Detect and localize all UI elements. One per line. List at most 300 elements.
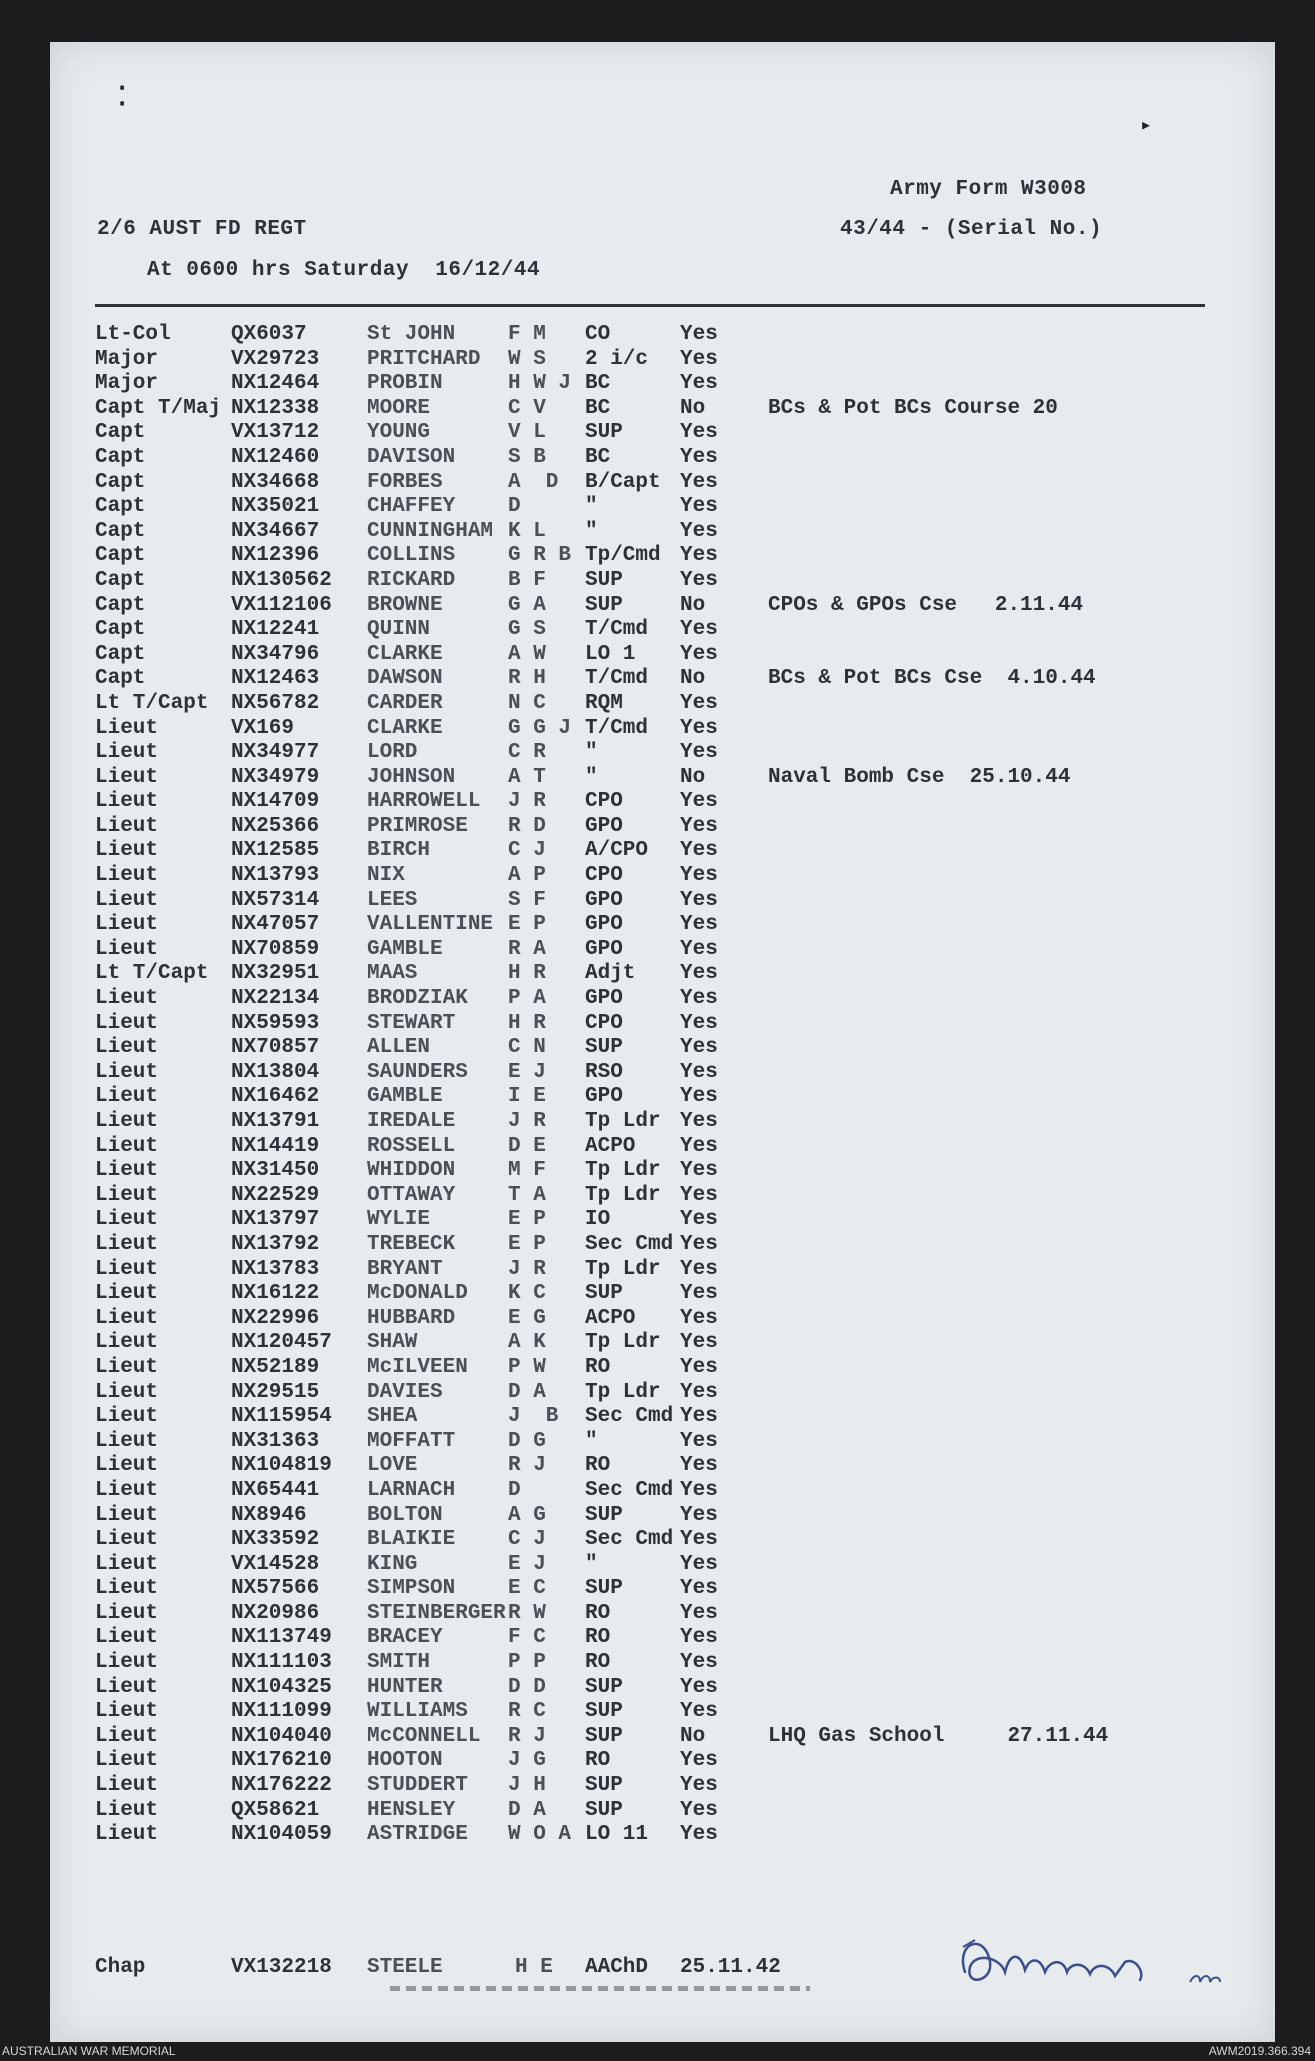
- initials: R H: [508, 667, 546, 691]
- rank: Lieut: [95, 864, 159, 888]
- initials: E P: [508, 1208, 546, 1232]
- initials: S F: [508, 888, 546, 912]
- initials: G A: [508, 593, 546, 617]
- table-row: [95, 1061, 1255, 1086]
- table-row: [95, 520, 1255, 545]
- table-row: [95, 397, 1255, 422]
- service-number: NX31363: [231, 1429, 320, 1453]
- initials: R A: [508, 937, 546, 961]
- rank: Lieut: [95, 1724, 159, 1748]
- chaplain-name: STEELE: [367, 1956, 443, 1979]
- table-row: [95, 1479, 1255, 1504]
- present: Yes: [680, 1552, 718, 1576]
- appointment: RO: [585, 1601, 611, 1625]
- present: Yes: [680, 1355, 718, 1379]
- remarks: LHQ Gas School 27.11.44: [768, 1724, 1109, 1748]
- table-row: [95, 1036, 1255, 1061]
- present: Yes: [680, 1060, 718, 1084]
- appointment: RO: [585, 1626, 611, 1650]
- rank: Capt: [95, 642, 146, 666]
- table-row: [95, 1651, 1255, 1676]
- initials: S B: [508, 445, 546, 469]
- present: Yes: [680, 519, 718, 543]
- appointment: Tp Ldr: [585, 1331, 661, 1355]
- appointment: A/CPO: [585, 839, 649, 863]
- present: Yes: [680, 470, 718, 494]
- surname: SIMPSON: [367, 1577, 456, 1601]
- rank: Lieut: [95, 1282, 159, 1306]
- remarks: BCs & Pot BCs Cse 4.10.44: [768, 667, 1096, 691]
- table-row: [95, 1405, 1255, 1430]
- initials: F M: [508, 323, 546, 346]
- present: No: [680, 765, 706, 789]
- present: Yes: [680, 1478, 718, 1502]
- table-row: [95, 1725, 1255, 1750]
- surname: WHIDDON: [367, 1159, 456, 1183]
- service-number: NX12460: [231, 445, 320, 469]
- present: Yes: [680, 1675, 718, 1699]
- surname: COLLINS: [367, 544, 456, 568]
- present: Yes: [680, 937, 718, 961]
- rank: Lieut: [95, 1700, 159, 1724]
- rank: Capt: [95, 470, 146, 494]
- table-row: [95, 987, 1255, 1012]
- surname: BROWNE: [367, 593, 443, 617]
- appointment: Tp Ldr: [585, 1183, 661, 1207]
- service-number: NX176210: [231, 1749, 332, 1773]
- surname: DAVIES: [367, 1380, 443, 1404]
- rank: Lieut: [95, 1478, 159, 1502]
- present: Yes: [680, 1601, 718, 1625]
- appointment: SUP: [585, 1700, 623, 1724]
- service-number: NX16122: [231, 1282, 320, 1306]
- present: Yes: [680, 372, 718, 396]
- table-row: [95, 1085, 1255, 1110]
- present: Yes: [680, 1208, 718, 1232]
- present: Yes: [680, 987, 718, 1011]
- rank: Major: [95, 347, 159, 371]
- table-row: [95, 1307, 1255, 1332]
- service-number: NX13791: [231, 1110, 320, 1133]
- surname: BRACEY: [367, 1626, 443, 1650]
- table-row: [95, 1626, 1255, 1651]
- surname: CLARKE: [367, 716, 443, 740]
- initials: A T: [508, 765, 546, 789]
- rank: Lieut: [95, 1355, 159, 1379]
- service-number: NX12463: [231, 667, 320, 691]
- table-row: [95, 372, 1255, 397]
- service-number: VX112106: [231, 593, 332, 617]
- appointment: ": [585, 741, 598, 765]
- appointment: GPO: [585, 814, 623, 838]
- present: Yes: [680, 741, 718, 765]
- surname: YOUNG: [367, 421, 431, 445]
- rank: Capt: [95, 593, 146, 617]
- initials: R C: [508, 1700, 546, 1724]
- initials: C V: [508, 396, 546, 420]
- service-number: NX22529: [231, 1183, 320, 1207]
- initials: C N: [508, 1036, 546, 1060]
- service-number: NX34668: [231, 470, 320, 494]
- appointment: LO 1: [585, 642, 636, 666]
- rank: Lt T/Capt: [95, 691, 209, 715]
- surname: McDONALD: [367, 1282, 468, 1306]
- service-number: NX120457: [231, 1331, 332, 1355]
- table-row: [95, 1700, 1255, 1725]
- surname: FORBES: [367, 470, 443, 494]
- table-row: [95, 766, 1255, 791]
- service-number: NX12585: [231, 839, 320, 863]
- initials: R J: [508, 1724, 546, 1748]
- appointment: Tp Ldr: [585, 1257, 661, 1281]
- table-row: [95, 1012, 1255, 1037]
- table-row: [95, 815, 1255, 840]
- initials: P P: [508, 1651, 546, 1675]
- table-row: [95, 1110, 1255, 1135]
- surname: HUBBARD: [367, 1306, 456, 1330]
- initials: D: [508, 495, 521, 519]
- table-row: [95, 1553, 1255, 1578]
- present: Yes: [680, 864, 718, 888]
- surname: McILVEEN: [367, 1355, 468, 1379]
- present: No: [680, 593, 706, 617]
- service-number: NX47057: [231, 913, 320, 937]
- appointment: RO: [585, 1454, 611, 1478]
- appointment: ": [585, 1552, 598, 1576]
- surname: BOLTON: [367, 1503, 443, 1527]
- rank: Major: [95, 372, 159, 396]
- present: Yes: [680, 568, 718, 592]
- initials: C J: [508, 1528, 546, 1552]
- present: Yes: [680, 1626, 718, 1650]
- table-row: [95, 717, 1255, 742]
- service-number: VX169: [231, 716, 295, 740]
- rank: Lieut: [95, 1405, 159, 1429]
- footer-accession: AWM2019.366.394: [1208, 2044, 1311, 2058]
- surname: LEES: [367, 888, 418, 912]
- surname: SMITH: [367, 1651, 431, 1675]
- table-row: [95, 741, 1255, 766]
- table-row: [95, 618, 1255, 643]
- service-number: NX34667: [231, 519, 320, 543]
- remarks: CPOs & GPOs Cse 2.11.44: [768, 593, 1084, 617]
- surname: McCONNELL: [367, 1724, 481, 1748]
- chaplain-appointment: AAChD: [585, 1956, 649, 1979]
- surname: WILLIAMS: [367, 1700, 468, 1724]
- initials: D A: [508, 1380, 546, 1404]
- rank: Lieut: [95, 1011, 159, 1035]
- service-number: VX29723: [231, 347, 320, 371]
- table-row: [95, 569, 1255, 594]
- appointment: T/Cmd: [585, 618, 649, 642]
- initials: J R: [508, 790, 546, 814]
- initials: W O A: [508, 1823, 572, 1847]
- appointment: GPO: [585, 987, 623, 1011]
- rank: Lieut: [95, 1331, 159, 1355]
- appointment: Tp Ldr: [585, 1380, 661, 1404]
- service-number: NX13783: [231, 1257, 320, 1281]
- service-number: NX176222: [231, 1774, 332, 1798]
- present: Yes: [680, 1159, 718, 1183]
- surname: IREDALE: [367, 1110, 456, 1133]
- unit-name: 2/6 AUST FD REGT: [97, 218, 307, 241]
- surname: BRODZIAK: [367, 987, 468, 1011]
- chaplain-number: VX132218: [231, 1956, 332, 1979]
- rank: Lieut: [95, 1577, 159, 1601]
- table-row: [95, 938, 1255, 963]
- initials: I E: [508, 1085, 546, 1109]
- table-row: [95, 1602, 1255, 1627]
- surname: KING: [367, 1552, 418, 1576]
- initials: D E: [508, 1134, 546, 1158]
- present: Yes: [680, 544, 718, 568]
- table-row: [95, 1282, 1255, 1307]
- service-number: NX12396: [231, 544, 320, 568]
- table-row: [95, 1381, 1255, 1406]
- rank: Lieut: [95, 1085, 159, 1109]
- rank: Lieut: [95, 1528, 159, 1552]
- appointment: Adjt: [585, 962, 636, 986]
- present: Yes: [680, 1429, 718, 1453]
- present: Yes: [680, 495, 718, 519]
- ink-mark: ⁚: [118, 83, 127, 113]
- surname: NIX: [367, 864, 405, 888]
- rank: Lieut: [95, 741, 159, 765]
- table-row: [95, 1774, 1255, 1799]
- rank: Lieut: [95, 1306, 159, 1330]
- surname: JOHNSON: [367, 765, 456, 789]
- service-number: VX14528: [231, 1552, 320, 1576]
- appointment: RO: [585, 1355, 611, 1379]
- surname: LARNACH: [367, 1478, 456, 1502]
- table-row: [95, 1135, 1255, 1160]
- present: Yes: [680, 1503, 718, 1527]
- present: Yes: [680, 691, 718, 715]
- table-row: [95, 446, 1255, 471]
- service-number: NX12241: [231, 618, 320, 642]
- document-page: [50, 42, 1275, 2042]
- present: Yes: [680, 716, 718, 740]
- initials: R W: [508, 1601, 546, 1625]
- initials: J G: [508, 1749, 546, 1773]
- table-row: [95, 889, 1255, 914]
- rank: Lieut: [95, 1257, 159, 1281]
- appointment: RSO: [585, 1060, 623, 1084]
- appointment: T/Cmd: [585, 716, 649, 740]
- appointment: CPO: [585, 864, 623, 888]
- appointment: ACPO: [585, 1306, 636, 1330]
- service-number: NX32951: [231, 962, 320, 986]
- handwritten-signature: [945, 1922, 1245, 2002]
- appointment: BC: [585, 372, 611, 396]
- appointment: CO: [585, 323, 611, 346]
- surname: CARDER: [367, 691, 443, 715]
- initials: J B: [508, 1405, 559, 1429]
- surname: LOVE: [367, 1454, 418, 1478]
- surname: LORD: [367, 741, 418, 765]
- present: Yes: [680, 1454, 718, 1478]
- table-row: [95, 1749, 1255, 1774]
- service-number: NX13804: [231, 1060, 320, 1084]
- service-number: NX29515: [231, 1380, 320, 1404]
- surname: CLARKE: [367, 642, 443, 666]
- cut-off-line: [390, 1986, 810, 1991]
- service-number: NX20986: [231, 1601, 320, 1625]
- surname: GAMBLE: [367, 1085, 443, 1109]
- appointment: SUP: [585, 1724, 623, 1748]
- appointment: 2 i/c: [585, 347, 649, 371]
- appointment: RO: [585, 1651, 611, 1675]
- appointment: ": [585, 519, 598, 543]
- appointment: GPO: [585, 888, 623, 912]
- present: Yes: [680, 1651, 718, 1675]
- rank: Lieut: [95, 716, 159, 740]
- surname: HARROWELL: [367, 790, 481, 814]
- rank: Lieut: [95, 1134, 159, 1158]
- initials: W S: [508, 347, 546, 371]
- appointment: T/Cmd: [585, 667, 649, 691]
- rank: Capt: [95, 421, 146, 445]
- appointment: SUP: [585, 1503, 623, 1527]
- surname: MAAS: [367, 962, 418, 986]
- appointment: RQM: [585, 691, 623, 715]
- present: Yes: [680, 1257, 718, 1281]
- present: No: [680, 396, 706, 420]
- appointment: Sec Cmd: [585, 1232, 674, 1256]
- rank: Lieut: [95, 1232, 159, 1256]
- present: Yes: [680, 1577, 718, 1601]
- table-row: [95, 962, 1255, 987]
- remarks: BCs & Pot BCs Course 20: [768, 396, 1058, 420]
- present: Yes: [680, 347, 718, 371]
- service-number: NX12464: [231, 372, 320, 396]
- surname: OTTAWAY: [367, 1183, 456, 1207]
- rank: Capt: [95, 445, 146, 469]
- present: Yes: [680, 814, 718, 838]
- surname: GAMBLE: [367, 937, 443, 961]
- present: Yes: [680, 421, 718, 445]
- appointment: CPO: [585, 1011, 623, 1035]
- service-number: NX111103: [231, 1651, 332, 1675]
- table-row: [95, 1233, 1255, 1258]
- surname: ALLEN: [367, 1036, 431, 1060]
- present: Yes: [680, 323, 718, 346]
- present: Yes: [680, 1134, 718, 1158]
- rank: Lieut: [95, 937, 159, 961]
- initials: R J: [508, 1454, 546, 1478]
- table-row: [95, 1676, 1255, 1701]
- service-number: NX130562: [231, 568, 332, 592]
- appointment: BC: [585, 396, 611, 420]
- present: Yes: [680, 1700, 718, 1724]
- table-row: [95, 1331, 1255, 1356]
- rank: Lieut: [95, 913, 159, 937]
- rank: Lieut: [95, 1552, 159, 1576]
- appointment: ": [585, 1429, 598, 1453]
- initials: A G: [508, 1503, 546, 1527]
- appointment: B/Capt: [585, 470, 661, 494]
- appointment: ": [585, 495, 598, 519]
- rank: Capt: [95, 544, 146, 568]
- initials: T A: [508, 1183, 546, 1207]
- surname: SHEA: [367, 1405, 418, 1429]
- service-number: NX104059: [231, 1823, 332, 1847]
- service-number: NX35021: [231, 495, 320, 519]
- service-number: NX34796: [231, 642, 320, 666]
- table-row: [95, 1454, 1255, 1479]
- present: Yes: [680, 1011, 718, 1035]
- appointment: CPO: [585, 790, 623, 814]
- service-number: NX22996: [231, 1306, 320, 1330]
- rank: Lieut: [95, 839, 159, 863]
- rank: Lieut: [95, 888, 159, 912]
- surname: HOOTON: [367, 1749, 443, 1773]
- surname: PRIMROSE: [367, 814, 468, 838]
- rank: Capt: [95, 495, 146, 519]
- appointment: IO: [585, 1208, 611, 1232]
- chaplain-initials: H E: [515, 1956, 553, 1979]
- initials: N C: [508, 691, 546, 715]
- initials: G R B: [508, 544, 572, 568]
- service-number: NX25366: [231, 814, 320, 838]
- initials: B F: [508, 568, 546, 592]
- initials: J H: [508, 1774, 546, 1798]
- present: Yes: [680, 445, 718, 469]
- table-row: [95, 643, 1255, 668]
- table-row: [95, 495, 1255, 520]
- rank: Capt: [95, 568, 146, 592]
- surname: QUINN: [367, 618, 431, 642]
- appointment: Tp/Cmd: [585, 544, 661, 568]
- initials: J R: [508, 1110, 546, 1133]
- surname: VALLENTINE: [367, 913, 494, 937]
- present: Yes: [680, 642, 718, 666]
- table-row: [95, 1577, 1255, 1602]
- present: Yes: [680, 1749, 718, 1773]
- appointment: SUP: [585, 1675, 623, 1699]
- rank: Lt T/Capt: [95, 962, 209, 986]
- present: No: [680, 1724, 706, 1748]
- rank: Lieut: [95, 1110, 159, 1133]
- appointment: Tp Ldr: [585, 1159, 661, 1183]
- surname: ASTRIDGE: [367, 1823, 468, 1847]
- service-number: NX8946: [231, 1503, 307, 1527]
- service-number: NX34979: [231, 765, 320, 789]
- initials: G S: [508, 618, 546, 642]
- initials: K C: [508, 1282, 546, 1306]
- table-row: [95, 1504, 1255, 1529]
- service-number: QX6037: [231, 323, 307, 346]
- present: Yes: [680, 839, 718, 863]
- service-number: NX115954: [231, 1405, 332, 1429]
- initials: D G: [508, 1429, 546, 1453]
- service-number: NX104325: [231, 1675, 332, 1699]
- rank: Lieut: [95, 765, 159, 789]
- service-number: NX111099: [231, 1700, 332, 1724]
- rank: Lieut: [95, 1749, 159, 1773]
- present: No: [680, 667, 706, 691]
- surname: ROSSELL: [367, 1134, 456, 1158]
- rank: Capt T/Maj: [95, 396, 222, 420]
- table-row: [95, 667, 1255, 692]
- initials: A W: [508, 642, 546, 666]
- initials: E P: [508, 1232, 546, 1256]
- present: Yes: [680, 1282, 718, 1306]
- present: Yes: [680, 1085, 718, 1109]
- surname: PROBIN: [367, 372, 443, 396]
- surname: SAUNDERS: [367, 1060, 468, 1084]
- present: Yes: [680, 790, 718, 814]
